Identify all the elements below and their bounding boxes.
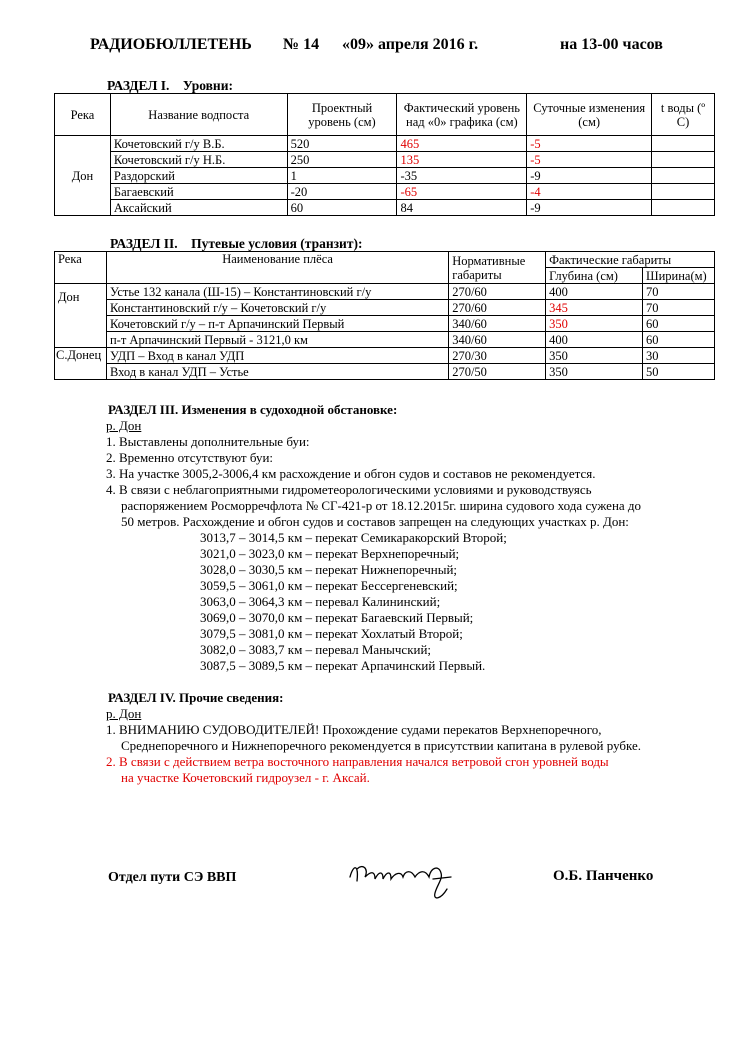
levels-header-row <box>55 94 715 136</box>
transit-table <box>54 251 715 380</box>
norm-size: 340/60 <box>449 316 546 332</box>
section1-heading <box>107 78 233 94</box>
section4-item: Среднепоречного и Нижнепоречного рекомендуется в присутствии капитана в рулевой рубке. <box>121 738 642 753</box>
reach-name: Устье 132 канала (Ш-15) – Константиновский г/у <box>106 284 448 300</box>
table-row <box>55 332 715 348</box>
transit-col-depth: Глубина (см) <box>546 268 643 284</box>
levels-col-temp: t воды (º С) <box>652 94 715 136</box>
levels-river-cell: Дон <box>55 136 111 216</box>
daily-change: -9 <box>527 168 652 184</box>
actual-depth: 345 <box>546 300 643 316</box>
post-name: Кочетовский г/у В.Б. <box>110 136 287 152</box>
daily-change: -5 <box>527 136 652 152</box>
table-row <box>55 316 715 332</box>
table-row <box>55 136 715 152</box>
water-temp <box>652 152 715 168</box>
section3-item: 3. На участке 3005,2-3006,4 км расхождение и обгон судов и составов не рекомендуется. <box>106 466 596 481</box>
levels-col-river: Река <box>55 94 111 136</box>
actual-depth: 350 <box>546 348 643 364</box>
section4-river: р. Дон <box>106 706 142 721</box>
norm-size: 270/50 <box>449 364 546 380</box>
transit-col-river: Река <box>55 252 107 284</box>
restricted-site: 3082,0 – 3083,7 км – перевал Манычский; <box>200 642 432 657</box>
restricted-site: 3059,5 – 3061,0 км – перекат Бессергеневский; <box>200 578 458 593</box>
section3-item: 50 метров. Расхождение и обгон судов и составов запрещен на следующих участках р. Дон: <box>121 514 629 529</box>
section3-item: 1. Выставлены дополнительные буи: <box>106 434 310 449</box>
norm-size: 270/60 <box>449 284 546 300</box>
water-temp <box>652 200 715 216</box>
reach-name: Кочетовский г/у – п-т Арпачинский Первый <box>106 316 448 332</box>
water-temp <box>652 136 715 152</box>
reach-name: п-т Арпачинский Первый - 3121,0 км <box>106 332 448 348</box>
section1-subtitle: Уровни: <box>182 78 233 93</box>
daily-change: -4 <box>527 184 652 200</box>
section2-title: РАЗДЕЛ II. <box>110 236 178 251</box>
bulletin-date: «09» апреля 2016 г. <box>342 36 479 53</box>
water-temp <box>652 184 715 200</box>
levels-col-post: Название водпоста <box>110 94 287 136</box>
actual-level: -65 <box>397 184 527 200</box>
restricted-site: 3087,5 – 3089,5 км – перекат Арпачинский Первый. <box>200 658 486 673</box>
actual-width: 70 <box>642 300 714 316</box>
levels-col-actual: Фактический уровень над «0» графика (см) <box>397 94 527 136</box>
signature-icon <box>345 855 460 905</box>
actual-depth: 400 <box>546 332 643 348</box>
transit-col-reach: Наименование плёса <box>106 252 448 284</box>
signer-name: О.Б. Панченко <box>553 868 654 884</box>
restricted-site: 3028,0 – 3030,5 км – перекат Нижнепоречный; <box>200 562 458 577</box>
reach-name: УДП – Вход в канал УДП <box>106 348 448 364</box>
table-row <box>55 364 715 380</box>
title-text: РАДИОБЮЛЛЕТЕНЬ <box>90 36 252 53</box>
norm-size: 340/60 <box>449 332 546 348</box>
restricted-site: 3013,7 – 3014,5 км – перекат Семикаракорский Второй; <box>200 530 507 545</box>
project-level: 520 <box>287 136 397 152</box>
actual-level: 465 <box>397 136 527 152</box>
actual-level: 84 <box>397 200 527 216</box>
actual-depth: 350 <box>546 364 643 380</box>
reach-name: Вход в канал УДП – Устье <box>106 364 448 380</box>
table-row <box>55 348 715 364</box>
project-level: 250 <box>287 152 397 168</box>
actual-width: 60 <box>642 332 714 348</box>
post-name: Багаевский <box>110 184 287 200</box>
section4-item: 1. ВНИМАНИЮ СУДОВОДИТЕЛЕЙ! Прохождение судами перекатов Верхнепоречного, <box>106 722 602 737</box>
actual-width: 60 <box>642 316 714 332</box>
section4-item-red: 2. В связи с действием ветра восточного направления начался ветровой сгон уровней воды <box>106 754 609 769</box>
post-name: Раздорский <box>110 168 287 184</box>
actual-depth: 400 <box>546 284 643 300</box>
norm-size: 270/30 <box>449 348 546 364</box>
transit-river-don: Дон <box>55 284 107 348</box>
project-level: 1 <box>287 168 397 184</box>
table-row <box>55 284 715 300</box>
section4-title: РАЗДЕЛ IV. Прочие сведения: <box>108 690 284 705</box>
transit-river-donets: С.Донец <box>55 348 107 380</box>
actual-width: 50 <box>642 364 714 380</box>
daily-change: -5 <box>527 152 652 168</box>
signature <box>345 855 460 905</box>
levels-col-change: Суточные изменения (см) <box>527 94 652 136</box>
section3-item: 4. В связи с неблагоприятными гидрометеорологическими условиями и руководствуясь <box>106 482 592 497</box>
levels-col-project: Проектный уровень (см) <box>287 94 397 136</box>
post-name: Кочетовский г/у Н.Б. <box>110 152 287 168</box>
transit-col-norm: Нормативные габариты <box>449 252 546 284</box>
project-level: -20 <box>287 184 397 200</box>
transit-col-actual: Фактические габариты <box>546 252 715 268</box>
bulletin-title <box>90 36 252 54</box>
table-row <box>55 300 715 316</box>
section3-item: 2. Временно отсутствуют буи: <box>106 450 274 465</box>
section1-title: РАЗДЕЛ I. <box>107 78 170 93</box>
actual-width: 30 <box>642 348 714 364</box>
actual-level: 135 <box>397 152 527 168</box>
table-row <box>55 200 715 216</box>
section2-subtitle: Путевые условия (транзит): <box>191 236 363 251</box>
section4-item-red: на участке Кочетовский гидроузел - г. Аксай. <box>121 770 370 785</box>
project-level: 60 <box>287 200 397 216</box>
restricted-site: 3069,0 – 3070,0 км – перекат Багаевский Первый; <box>200 610 474 625</box>
actual-width: 70 <box>642 284 714 300</box>
transit-header-row <box>55 252 715 268</box>
transit-col-width: Ширина(м) <box>642 268 714 284</box>
reach-name: Константиновский г/у – Кочетовский г/у <box>106 300 448 316</box>
daily-change: -9 <box>527 200 652 216</box>
section3-river: р. Дон <box>106 418 142 433</box>
bulletin-number: № 14 <box>283 36 320 53</box>
table-row <box>55 168 715 184</box>
department-name: Отдел пути СЭ ВВП <box>108 870 237 885</box>
actual-level: -35 <box>397 168 527 184</box>
restricted-site: 3021,0 – 3023,0 км – перекат Верхнепоречный; <box>200 546 460 561</box>
table-row <box>55 152 715 168</box>
table-row <box>55 184 715 200</box>
levels-table <box>54 93 715 216</box>
section3-title: РАЗДЕЛ III. Изменения в судоходной обстановке: <box>108 402 398 417</box>
water-temp <box>652 168 715 184</box>
norm-size: 270/60 <box>449 300 546 316</box>
post-name: Аксайский <box>110 200 287 216</box>
restricted-site: 3079,5 – 3081,0 км – перекат Хохлатый Второй; <box>200 626 463 641</box>
section3-item: распоряжением Росморречфлота № СГ-421-р от 18.12.2015г. ширина судового хода сужена до <box>121 498 642 513</box>
bulletin-time: на 13-00 часов <box>560 36 663 53</box>
restricted-site: 3063,0 – 3064,3 км – перевал Калининский; <box>200 594 441 609</box>
section2-heading <box>110 236 362 252</box>
actual-depth: 350 <box>546 316 643 332</box>
